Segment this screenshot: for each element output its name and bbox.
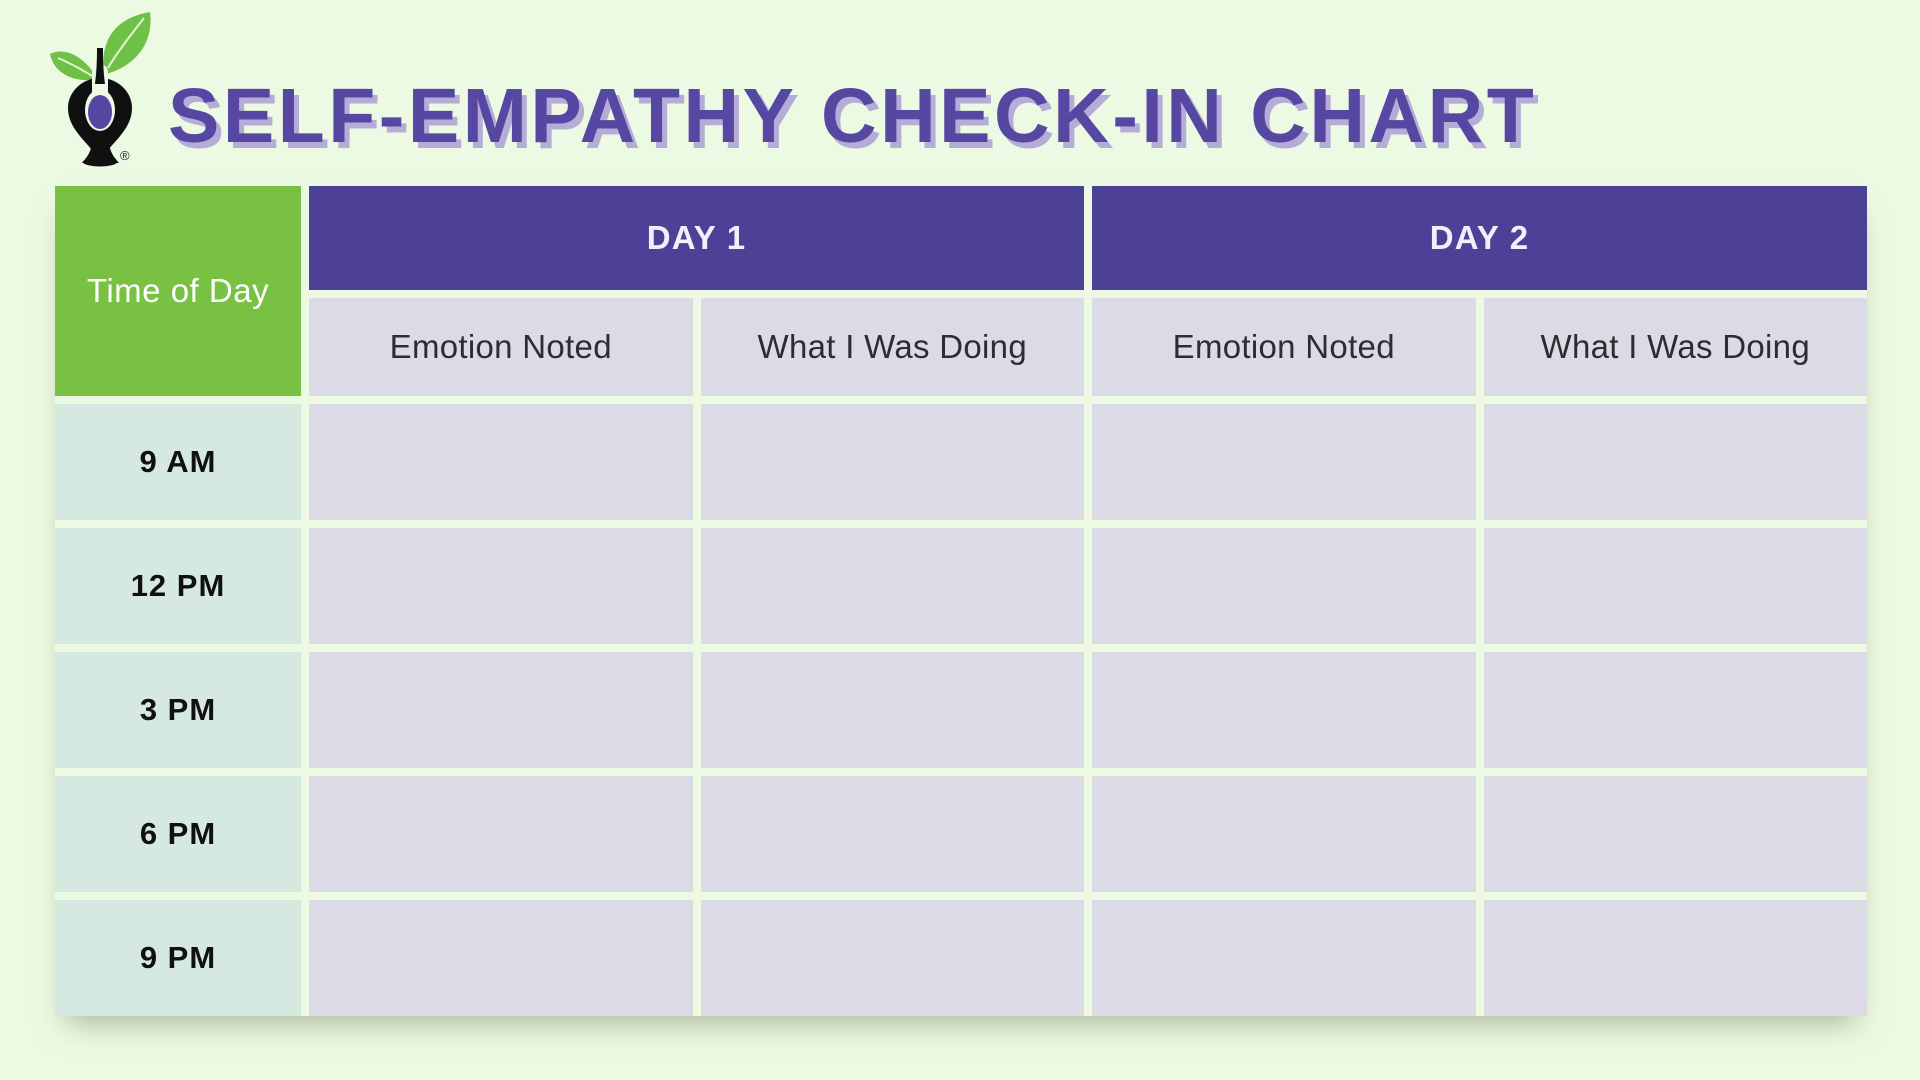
check-in-table [55, 186, 1867, 1016]
entry-cell-9am-day2-emotion [1092, 404, 1476, 520]
seedling-person-pin-icon [42, 8, 162, 168]
entry-cell-3pm-day2-doing [1484, 652, 1868, 768]
time-row-label-6pm: 6 PM [55, 776, 301, 892]
entry-cell-9pm-day1-doing [701, 900, 1085, 1016]
time-row-label-12pm: 12 PM [55, 528, 301, 644]
subheader-day2-what-i-was-doing: What I Was Doing [1484, 298, 1868, 396]
registered-trademark-symbol: ® [120, 148, 130, 163]
entry-cell-6pm-day1-emotion [309, 776, 693, 892]
entry-cell-3pm-day1-doing [701, 652, 1085, 768]
entry-cell-9pm-day2-doing [1484, 900, 1868, 1016]
time-row-label-9pm: 9 PM [55, 900, 301, 1016]
entry-cell-9am-day1-emotion [309, 404, 693, 520]
brand-logo [42, 8, 162, 173]
entry-cell-6pm-day1-doing [701, 776, 1085, 892]
subheader-day1-emotion-noted: Emotion Noted [309, 298, 693, 396]
entry-cell-9pm-day1-emotion [309, 900, 693, 1016]
time-of-day-header: Time of Day [55, 186, 301, 396]
subheader-day1-what-i-was-doing: What I Was Doing [701, 298, 1085, 396]
entry-cell-9pm-day2-emotion [1092, 900, 1476, 1016]
time-row-label-9am: 9 AM [55, 404, 301, 520]
day-2-header: DAY 2 [1092, 186, 1867, 290]
entry-cell-12pm-day2-doing [1484, 528, 1868, 644]
day-1-header: DAY 1 [309, 186, 1084, 290]
page-title: SELF-EMPATHY CHECK-IN CHART [168, 73, 1538, 159]
entry-cell-12pm-day2-emotion [1092, 528, 1476, 644]
entry-cell-9am-day2-doing [1484, 404, 1868, 520]
entry-cell-9am-day1-doing [701, 404, 1085, 520]
entry-cell-3pm-day2-emotion [1092, 652, 1476, 768]
subheader-day2-emotion-noted: Emotion Noted [1092, 298, 1476, 396]
entry-cell-12pm-day1-doing [701, 528, 1085, 644]
time-row-label-3pm: 3 PM [55, 652, 301, 768]
entry-cell-3pm-day1-emotion [309, 652, 693, 768]
entry-cell-6pm-day2-doing [1484, 776, 1868, 892]
entry-cell-12pm-day1-emotion [309, 528, 693, 644]
entry-cell-6pm-day2-emotion [1092, 776, 1476, 892]
